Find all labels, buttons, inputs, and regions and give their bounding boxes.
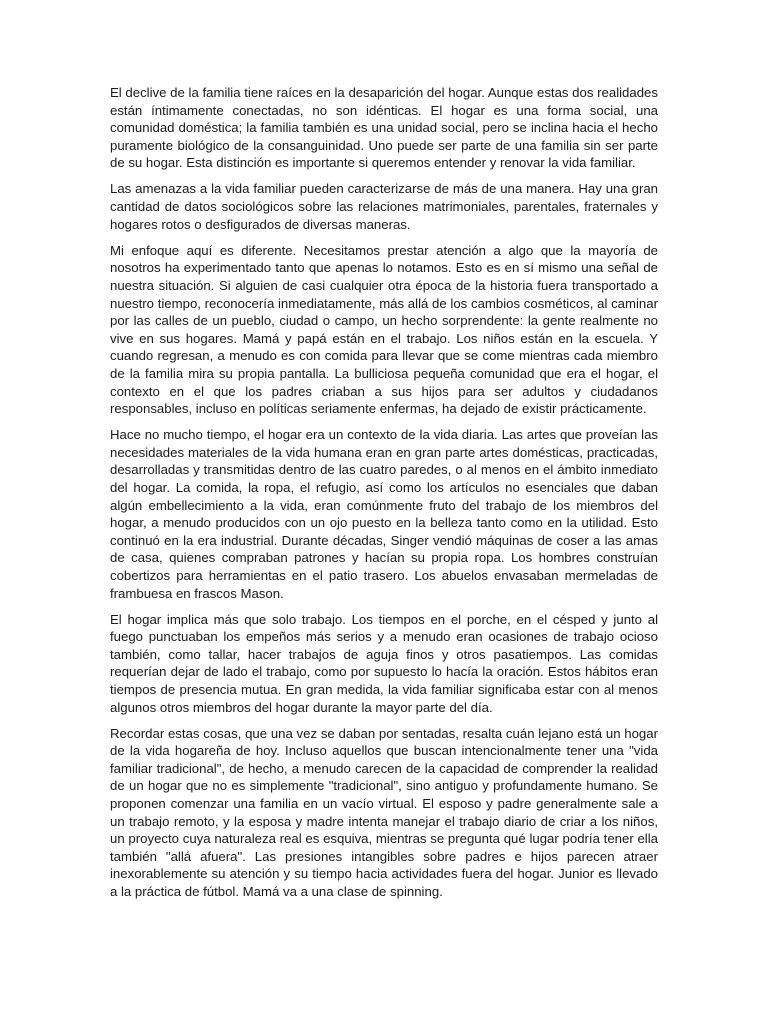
paragraph: Las amenazas a la vida familiar pueden caracterizarse de más de una manera. Hay una gran cantidad de datos sociológicos sobre las relaciones matrimoniales, parentales, fraternales y hogares rotos o desfigurados de diversas maneras.	[110, 181, 658, 232]
paragraph: Hace no mucho tiempo, el hogar era un contexto de la vida diaria. Las artes que proveían las necesidades materiales de la vida humana eran en gran parte artes domésticas, practicadas, desarrolladas y transmitidas dentro de las cuatro paredes, o al menos en el ámbito inmediato del hogar. La comida, la ropa, el refugio, así como los artículos no esenciales que daban algún embellecimiento a la vida, eran comúnmente fruto del trabajo de los miembros del hogar, a menudo producidos con un ojo puesto en la belleza tanto como en la utilidad. Esto continuó en la era industrial. Durante décadas, Singer vendió máquinas de coser a las amas de casa, quienes compraban patrones y hacían su propia ropa. Los hombres construían cobertizos para herramientas en el patio trasero. Los abuelos envasaban mermeladas de frambuesa en frascos Mason.	[110, 427, 658, 601]
paragraph: El declive de la familia tiene raíces en la desaparición del hogar. Aunque estas dos realidades están íntimamente conectadas, no son idénticas. El hogar es una forma social, una comunidad doméstica; la familia también es una unidad social, pero se inclina hacia el hecho puramente biológico de la consanguinidad. Uno puede ser parte de una familia sin ser parte de su hogar. Esta distinción es importante si queremos entender y renovar la vida familiar.	[110, 85, 658, 171]
paragraph: Mi enfoque aquí es diferente. Necesitamos prestar atención a algo que la mayoría de nosotros ha experimentado tanto que apenas lo notamos. Esto es en sí mismo una señal de nuestra situación. Si alguien de casi cualquier otra época de la historia fuera transportado a nuestro tiempo, reconocería inmediatamente, más allá de los cambios cosméticos, al caminar por las calles de un pueblo, ciudad o campo, un hecho sorprendente: la gente realmente no vive en sus hogares. Mamá y papá están en el trabajo. Los niños están en la escuela. Y cuando regresan, a menudo es con comida para llevar que se come mientras cada miembro de la familia mira su propia pantalla. La bulliciosa pequeña comunidad que era el hogar, el contexto en el que los padres criaban a sus hijos para ser adultos y ciudadanos responsables, incluso en políticas seriamente enfermas, ha dejado de existir prácticamente.	[110, 242, 658, 417]
paragraph: El hogar implica más que solo trabajo. Los tiempos en el porche, en el césped y junto al fuego punctuaban los empeños más serios y a menudo eran ocasiones de trabajo ocioso también, como tallar, hacer trabajos de aguja finos y otros pasatiempos. Las comidas requerían dejar de lado el trabajo, como por supuesto lo hacía la oración. Estos hábitos eran tiempos de presencia mutua. En gran medida, la vida familiar significaba estar con al menos algunos otros miembros del hogar durante la mayor parte del día.	[110, 611, 658, 715]
paragraph: Recordar estas cosas, que una vez se daban por sentadas, resalta cuán lejano está un hogar de la vida hogareña de hoy. Incluso aquellos que buscan intencionalmente tener una "vida familiar tradicional", de hecho, a menudo carecen de la capacidad de comprender la realidad de un hogar que no es simplemente "tradicional", sino antiguo y profundamente humano. Se proponen comenzar una familia en un vacío virtual. El esposo y padre generalmente sale a un trabajo remoto, y la esposa y madre intenta manejar el trabajo diario de criar a los niños, un proyecto cuya naturaleza real es esquiva, mientras se pregunta qué lugar podría tener ella también "allá afuera". Las presiones intangibles sobre padres e hijos parecen atraer inexorablemente su atención y su tiempo hacia actividades fuera del hogar. Junior es llevado a la práctica de fútbol. Mamá va a una clase de spinning.	[110, 725, 658, 900]
document-body	[110, 84, 658, 909]
